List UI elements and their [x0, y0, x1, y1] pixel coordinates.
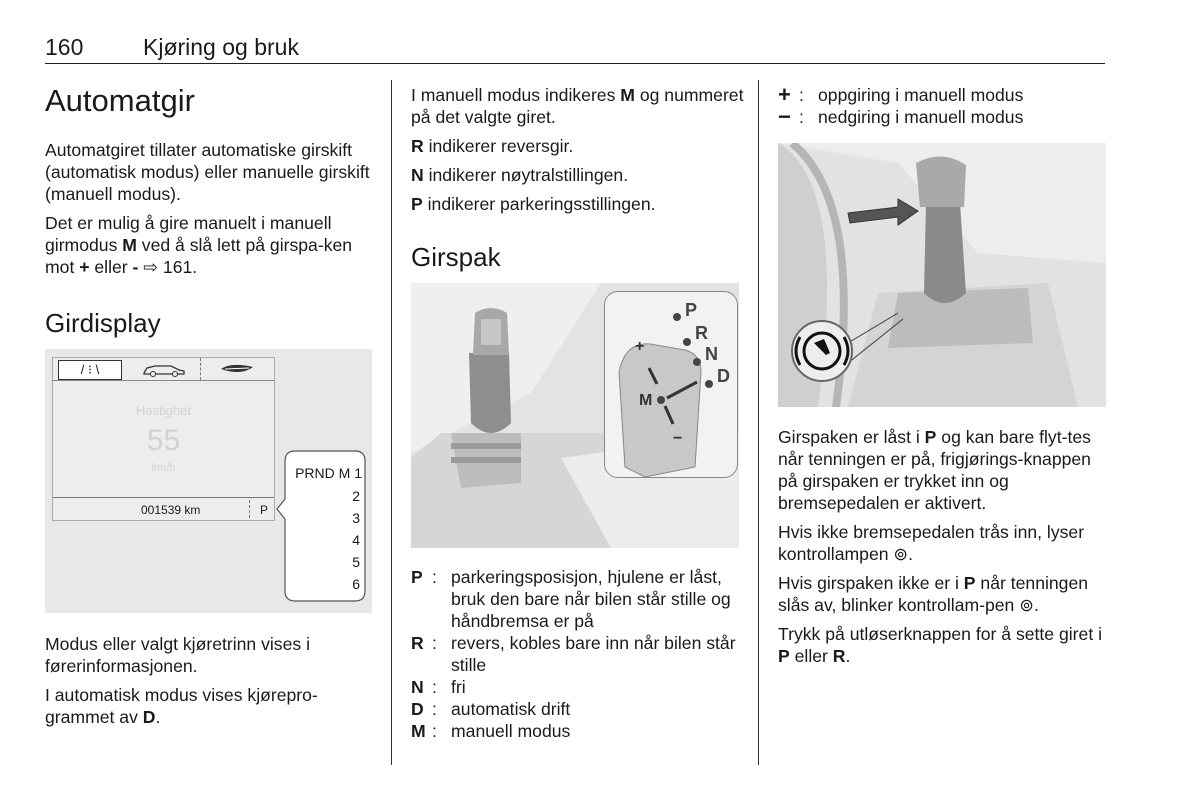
legend-row-p	[411, 566, 746, 632]
gear-list-header: PRND M 1	[295, 465, 362, 481]
text: indikerer parkeringsstillingen.	[422, 194, 656, 214]
col1-paragraph-2	[45, 212, 380, 278]
text: .	[845, 646, 851, 666]
column-divider-1	[391, 80, 392, 765]
girspak-figure	[411, 283, 739, 548]
legend-row-n	[411, 676, 746, 698]
bold-m: M	[122, 235, 137, 255]
page-reference-link[interactable]: ⇨ 161.	[138, 257, 198, 277]
legend-colon: :	[432, 699, 437, 719]
legend-text: fri	[451, 677, 466, 697]
text: I automatisk modus vises kjørepro-grammet av	[45, 685, 318, 727]
shift-label-n: N	[705, 344, 718, 364]
legend-text: parkeringsposisjon, hjulene er låst, bruk den bare når bilen står stille og håndbremsa er på	[451, 567, 731, 631]
gear-2: 2	[352, 488, 360, 504]
text: eller	[789, 646, 833, 666]
gear-4: 4	[352, 532, 360, 548]
text: ved å slå lett på girspa-ken mot	[45, 235, 353, 277]
legend-key: D	[411, 699, 424, 719]
legend-text: automatisk drift	[451, 699, 571, 719]
cluster-screen	[52, 357, 275, 521]
legend-row-r	[411, 632, 746, 676]
legend-row-minus	[778, 106, 1098, 128]
gear-5: 5	[352, 554, 360, 570]
text: og nummeret på det valgte giret.	[411, 85, 744, 127]
text: .	[155, 707, 161, 727]
col3-paragraph-3	[778, 572, 1103, 616]
legend-key: N	[411, 677, 424, 697]
page-title: Automatgir	[45, 83, 195, 118]
text: indikerer nøytralstillingen.	[423, 165, 629, 185]
bold-r: R	[832, 646, 846, 666]
shift-label-d: D	[717, 366, 730, 386]
col1-bottom	[45, 633, 380, 735]
col2-paragraph-4	[411, 193, 746, 215]
col3-paragraph-4	[778, 623, 1103, 667]
road-icon: / ⁝ \	[58, 360, 122, 380]
girspak-heading: Girspak	[411, 242, 501, 272]
plus-icon: +	[778, 82, 791, 107]
shift-label-minus: −	[673, 430, 683, 447]
legend-colon: :	[799, 85, 804, 105]
bold-p: P	[411, 194, 423, 214]
bold-n: N	[411, 165, 424, 185]
legend-key: R	[411, 633, 424, 653]
legend-key: P	[411, 567, 423, 587]
col1-paragraph-4	[45, 684, 380, 728]
col1-intro	[45, 139, 380, 285]
cluster-tabbar	[53, 358, 274, 381]
plus-minus-legend	[778, 84, 1098, 128]
legend-row-d	[411, 698, 746, 720]
minus-icon: −	[778, 104, 791, 129]
eco-leaf-icon	[219, 362, 255, 376]
page-number: 160	[45, 34, 84, 60]
legend-text: revers, kobles bare inn når bilen står stille	[451, 633, 736, 675]
speed-unit: km/h	[151, 462, 176, 474]
legend-row-plus	[778, 84, 1098, 106]
shift-label-r: R	[695, 323, 708, 343]
text: Trykk på utløserknappen for å sette giret i	[778, 624, 1102, 644]
odometer-rule	[53, 497, 274, 498]
col2-paragraph-2	[411, 135, 746, 157]
gear-separator	[249, 500, 251, 518]
speed-label: Hastighet	[136, 403, 191, 418]
bold-p: P	[778, 646, 790, 666]
column-divider-2	[758, 80, 759, 765]
col1-paragraph-1: Automatgiret tillater automatiske girskift (automatisk modus) eller manuelle girskift (manuell modus).	[45, 140, 370, 204]
gear-indicator: P	[260, 503, 269, 517]
col3-text	[778, 426, 1103, 674]
legend-text: oppgiring i manuell modus	[818, 85, 1024, 105]
shift-label-p: P	[685, 300, 698, 320]
tab-separator	[200, 358, 202, 380]
shift-lock-figure	[778, 143, 1106, 407]
col1-paragraph-3: Modus eller valgt kjøretrinn vises i førerinformasjonen.	[45, 634, 310, 676]
legend-key: M	[411, 721, 426, 741]
girdisplay-figure	[45, 349, 372, 613]
legend-colon: :	[799, 107, 804, 127]
shift-label-m: M	[639, 392, 653, 409]
text: indikerer reversgir.	[423, 136, 574, 156]
shift-label-plus: +	[635, 338, 645, 355]
gear-6: 6	[352, 576, 360, 592]
section-title: Kjøring og bruk	[143, 34, 299, 60]
header-rule	[45, 63, 1105, 64]
col2-intro	[411, 84, 746, 222]
col3-paragraph-1	[778, 426, 1103, 514]
bold-p: P	[963, 573, 976, 593]
text: I manuell modus indikeres	[411, 85, 621, 105]
shift-pattern-inset	[604, 291, 738, 478]
legend-colon: :	[432, 721, 437, 741]
col2-paragraph-1	[411, 84, 746, 128]
girspak-legend	[411, 566, 746, 742]
legend-row-m	[411, 720, 746, 742]
text: og kan bare flyt-tes når tenningen er på, frigjørings-knappen på girspaken er trykket inn og bremsepedalen er aktivert.	[778, 427, 1091, 513]
shift-lock-illustration	[778, 143, 1106, 407]
bold-p: P	[924, 427, 937, 447]
col3-paragraph-2: Hvis ikke bremsepedalen trås inn, lyser kontrollampen ⊚.	[778, 522, 1085, 564]
text: når tenningen slås av, blinker kontrollam-pen ⊚.	[778, 573, 1089, 615]
bold-m: M	[620, 85, 635, 105]
speed-value: 55	[146, 424, 181, 457]
legend-text: manuell modus	[451, 721, 571, 741]
bold-r: R	[411, 136, 424, 156]
bold-minus: -	[132, 257, 139, 277]
bold-plus: +	[79, 257, 90, 277]
text: Girspaken er låst i	[778, 427, 925, 447]
girdisplay-heading: Girdisplay	[45, 308, 161, 338]
legend-text: nedgiring i manuell modus	[818, 107, 1024, 127]
page-header	[45, 34, 299, 61]
legend-colon: :	[432, 567, 437, 587]
odometer: 001539 km	[141, 503, 201, 517]
gear-3: 3	[352, 510, 360, 526]
text: Det er mulig å gire manuelt i manuell girmodus	[45, 213, 332, 255]
bold-d: D	[142, 707, 156, 727]
legend-colon: :	[432, 677, 437, 697]
legend-colon: :	[432, 633, 437, 653]
text: Hvis girspaken ikke er i	[778, 573, 964, 593]
car-icon	[141, 361, 187, 377]
col2-paragraph-3	[411, 164, 746, 186]
text: eller	[89, 257, 133, 277]
